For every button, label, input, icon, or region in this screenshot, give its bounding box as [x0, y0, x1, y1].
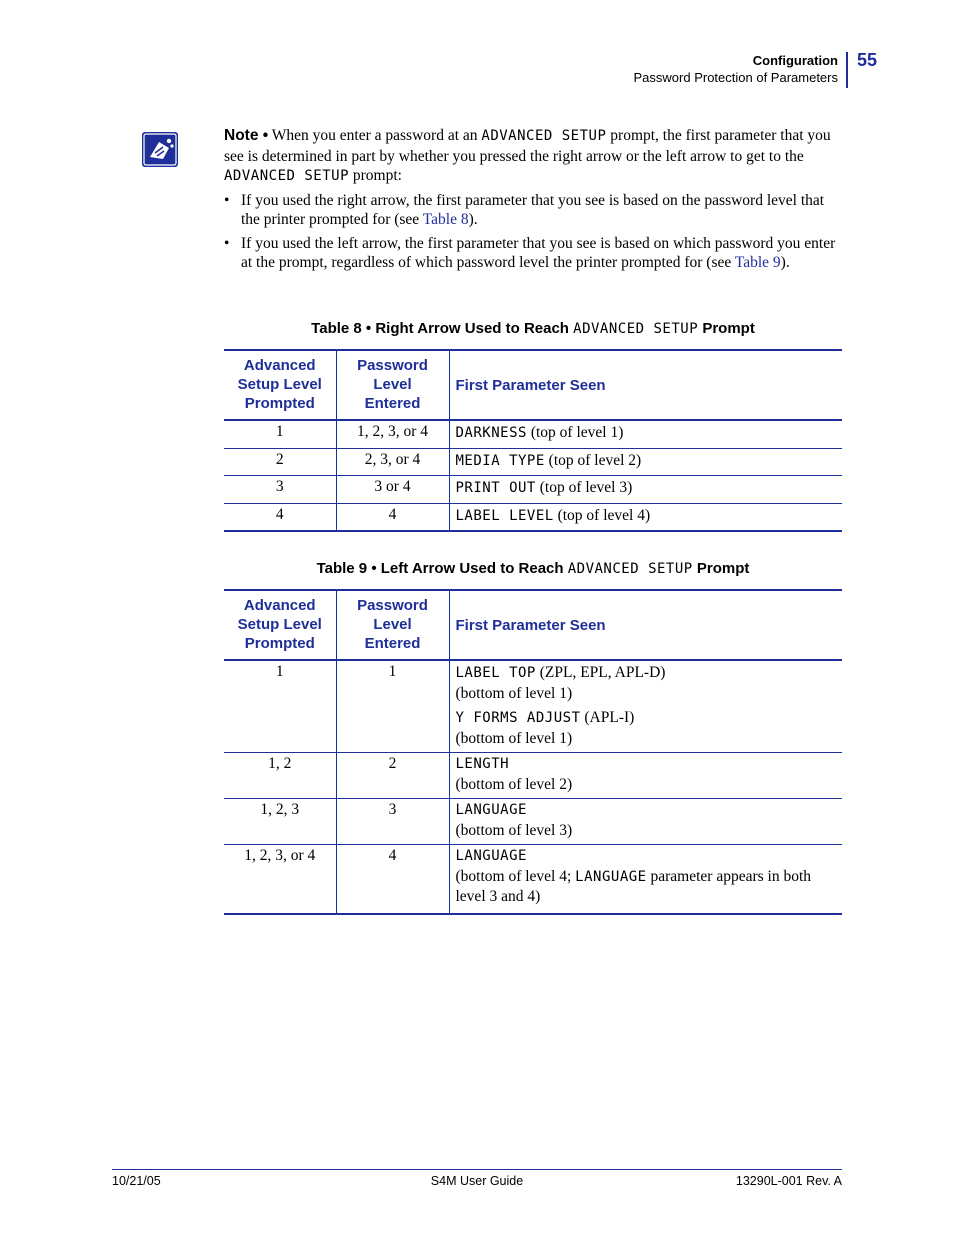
header-line: Advanced — [243, 357, 316, 374]
footer-date: 10/21/05 — [112, 1174, 161, 1188]
param-name: LANGUAGE — [455, 802, 527, 818]
param-desc-line: (bottom of level 1) — [455, 684, 573, 702]
table9-link[interactable]: Table 9 — [734, 254, 781, 271]
table-row — [224, 753, 842, 799]
cell-first-parameter — [449, 420, 842, 448]
header-line: Advanced — [243, 597, 316, 614]
note-bullet-right-arrow — [224, 191, 836, 230]
table8-caption-b: Prompt — [698, 320, 755, 337]
param-name-inline: LANGUAGE — [575, 868, 647, 885]
table8-link[interactable]: Table 8 — [422, 211, 469, 228]
param-entry — [456, 663, 838, 684]
bullet-dot-icon: • — [224, 191, 230, 209]
param-name: DARKNESS — [455, 425, 527, 441]
page-number: 55 — [857, 50, 878, 70]
cell-prompted: 2 — [224, 448, 336, 476]
note-intro-b: prompt, the first parameter that you see is determined in part by whether you pressed the right arrow or the left arrow to get to the — [224, 127, 831, 165]
cell-entered: 4 — [336, 845, 449, 914]
cell-first-parameter — [449, 845, 842, 914]
note-intro-a: When you enter a password at an — [268, 127, 482, 144]
cell-prompted: 1, 2 — [224, 753, 336, 799]
table8-caption — [224, 320, 842, 337]
param-name: LABEL LEVEL — [455, 507, 554, 524]
lcd-advanced-setup: ADVANCED SETUP — [481, 128, 607, 144]
param-desc: (ZPL, EPL, APL-D) — [535, 664, 666, 681]
cell-first-parameter — [449, 799, 842, 845]
header-line: Prompted — [244, 395, 315, 412]
col-password-level-entered — [336, 350, 449, 420]
note-hand-icon — [141, 131, 179, 168]
cell-entered: 1, 2, 3, or 4 — [336, 420, 449, 448]
cell-entered: 2, 3, or 4 — [336, 448, 449, 476]
table8 — [224, 349, 842, 532]
note-bullet-left-arrow — [224, 234, 836, 273]
param-name: Y FORMS ADJUST — [455, 710, 581, 726]
note-intro-c: prompt: — [349, 167, 402, 184]
param-name: MEDIA TYPE — [455, 452, 545, 469]
param-desc-line: (bottom of level 2) — [455, 775, 573, 793]
col-first-parameter-seen: First Parameter Seen — [449, 590, 842, 660]
table9 — [224, 589, 842, 915]
note-block — [224, 126, 836, 277]
cell-prompted: 1, 2, 3, or 4 — [224, 845, 336, 914]
cell-prompted: 1 — [224, 420, 336, 448]
header-line: Password — [357, 357, 428, 374]
param-desc: (top of level 1) — [526, 424, 624, 441]
col-first-parameter-seen: First Parameter Seen — [449, 350, 842, 420]
cell-entered: 3 — [336, 799, 449, 845]
param-name: LENGTH — [455, 756, 510, 772]
cell-prompted: 1 — [224, 660, 336, 753]
cell-prompted: 3 — [224, 476, 336, 504]
table-row — [224, 420, 842, 448]
cell-first-parameter — [449, 503, 842, 531]
cell-prompted: 4 — [224, 503, 336, 531]
note-bullets — [224, 191, 836, 273]
param-name: LABEL TOP — [455, 665, 536, 681]
table8-caption-a: Table 8 • Right Arrow Used to Reach — [311, 320, 574, 337]
bullet1-text-b: ). — [468, 211, 478, 228]
footer-doc-id: 13290L-001 Rev. A — [735, 1174, 842, 1188]
header-line: Prompted — [244, 635, 315, 652]
col-advanced-setup-level-prompted — [224, 590, 336, 660]
lcd-advanced-setup: ADVANCED SETUP — [224, 168, 350, 184]
table-row — [224, 476, 842, 504]
param-desc: parameter appears in both level 3 and 4) — [455, 867, 812, 905]
param-entry — [456, 708, 838, 729]
param-desc-line — [456, 867, 838, 907]
table-row — [224, 845, 842, 914]
bullet-dot-icon: • — [224, 234, 230, 252]
header-subsection: Password Protection of Parameters — [633, 70, 838, 85]
cell-first-parameter — [449, 753, 842, 799]
param-desc: (top of level 3) — [535, 479, 633, 496]
footer-divider — [112, 1169, 842, 1170]
table8-header-row — [224, 350, 842, 420]
header-line: Password — [357, 597, 428, 614]
bullet2-text-b: ). — [780, 254, 790, 271]
header-line: Setup Level — [237, 616, 322, 633]
footer-title: S4M User Guide — [430, 1174, 524, 1188]
col-password-level-entered — [336, 590, 449, 660]
header-line: Level — [373, 376, 412, 393]
cell-entered: 2 — [336, 753, 449, 799]
param-desc-line: (bottom of level 1) — [455, 729, 573, 747]
param-desc: (top of level 2) — [544, 451, 642, 469]
bullet2-text-a: If you used the left arrow, the first parameter that you see is based on which password you enter at the prompt, regardless of which password level the printer prompted for (see — [241, 234, 836, 271]
param-desc: (top of level 4) — [553, 506, 651, 524]
cell-first-parameter — [449, 476, 842, 504]
table9-caption-lcd: ADVANCED SETUP — [567, 561, 693, 577]
param-desc: (APL-I) — [580, 709, 635, 726]
table9-header-row — [224, 590, 842, 660]
table9-caption-b: Prompt — [692, 560, 750, 577]
note-intro — [224, 126, 836, 187]
cell-first-parameter — [449, 660, 842, 753]
header-line: Entered — [364, 395, 421, 412]
cell-prompted: 1, 2, 3 — [224, 799, 336, 845]
header-line: Setup Level — [237, 376, 322, 393]
param-desc: (bottom of level 4; — [455, 867, 576, 885]
running-header — [634, 52, 838, 86]
header-divider — [846, 52, 848, 88]
table-row — [224, 503, 842, 531]
param-name: PRINT OUT — [455, 480, 536, 496]
table9-caption — [224, 560, 842, 577]
cell-entered: 4 — [336, 503, 449, 531]
table-row — [224, 799, 842, 845]
cell-first-parameter — [449, 448, 842, 476]
header-line: Level — [373, 616, 412, 633]
bullet1-text-a: If you used the right arrow, the first parameter that you see is based on the password level that the printer prompted for (see — [241, 191, 825, 228]
table-row — [224, 448, 842, 476]
param-name: LANGUAGE — [455, 848, 527, 864]
param-desc-line: (bottom of level 3) — [455, 821, 573, 839]
table8-caption-lcd: ADVANCED SETUP — [573, 321, 699, 337]
header-line: Entered — [364, 635, 421, 652]
col-advanced-setup-level-prompted — [224, 350, 336, 420]
table-row — [224, 660, 842, 753]
cell-entered: 1 — [336, 660, 449, 753]
cell-entered: 3 or 4 — [336, 476, 449, 504]
note-label: Note • — [224, 127, 269, 144]
table9-caption-a: Table 9 • Left Arrow Used to Reach — [316, 560, 568, 577]
header-section: Configuration — [752, 53, 838, 68]
